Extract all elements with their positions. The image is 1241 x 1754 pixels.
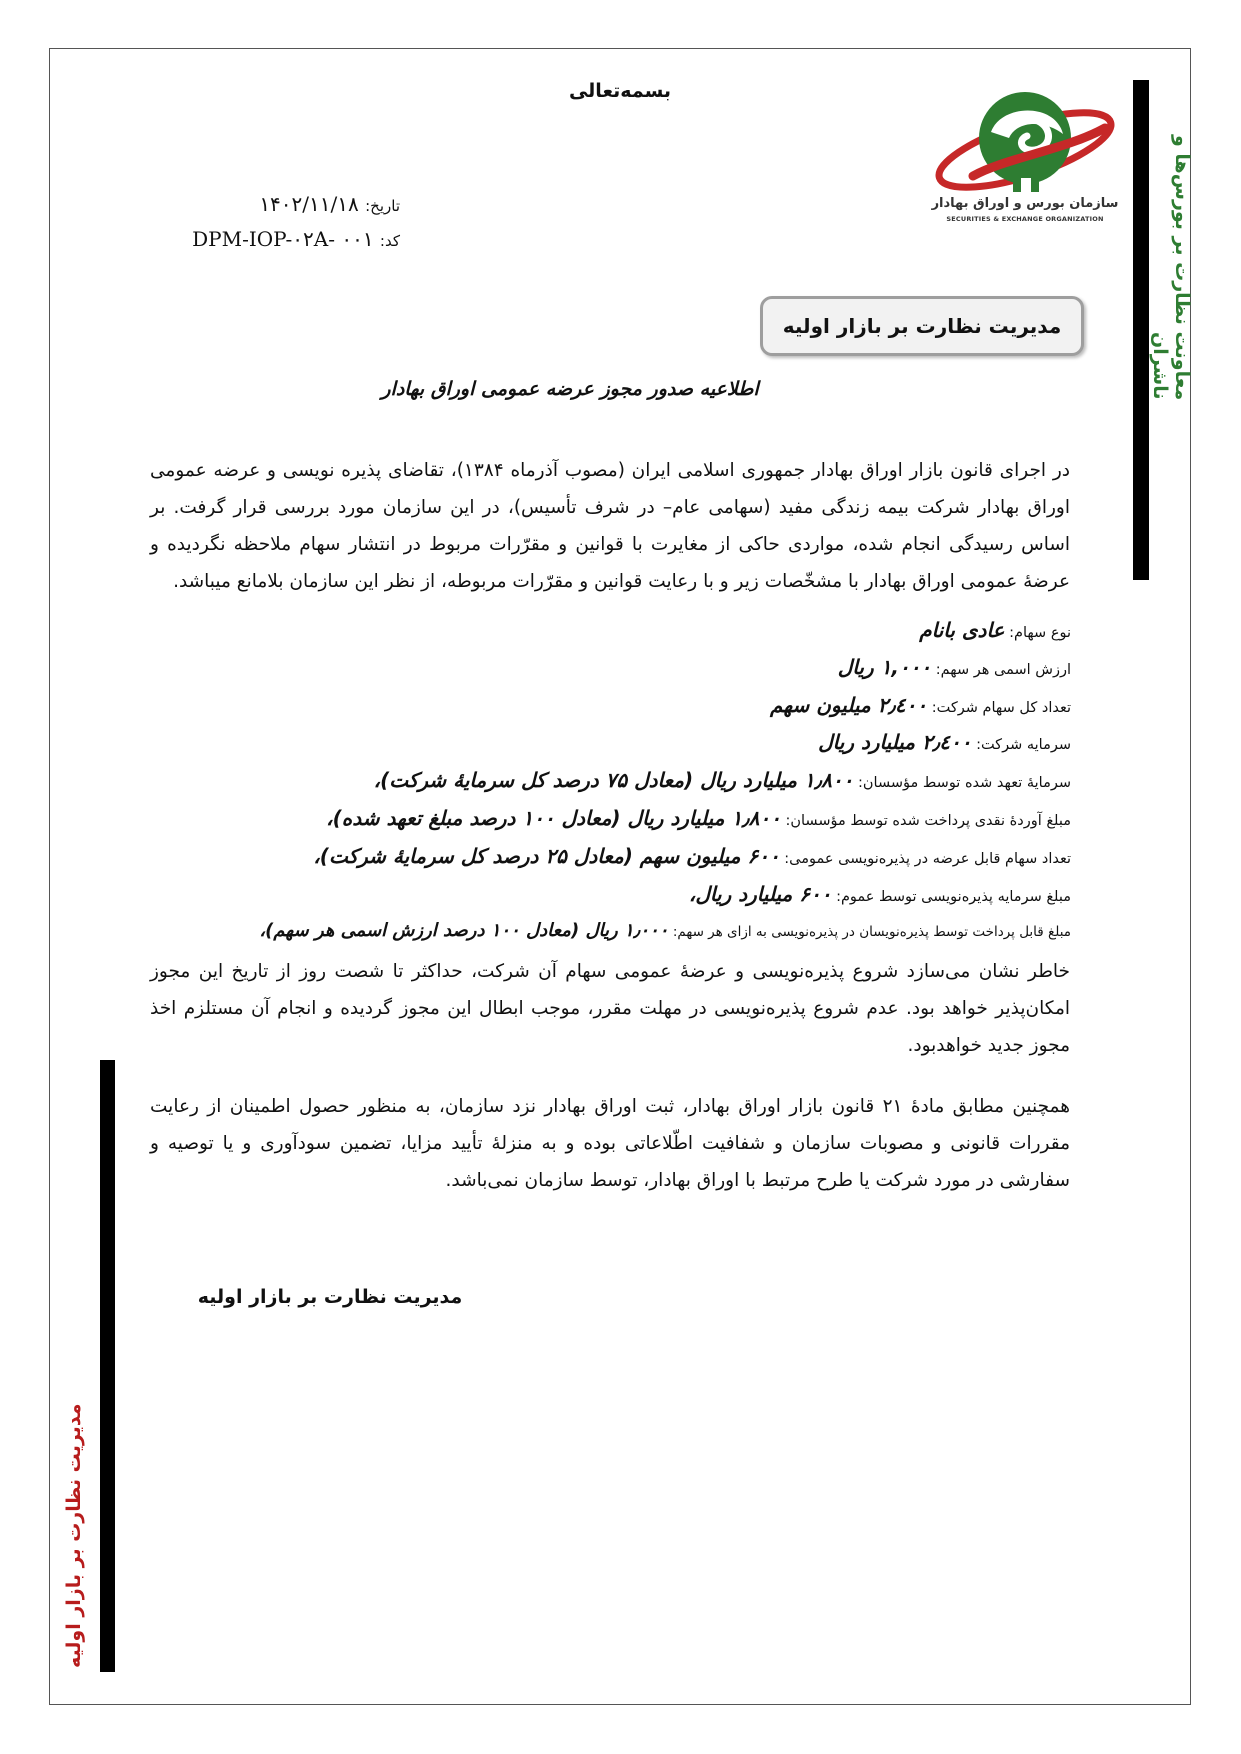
detail-label: مبلغ آوردهٔ نقدی پرداخت شده توسط مؤسسان: (785, 813, 1071, 829)
logo-subtitle: SECURITIES & EXCHANGE ORGANIZATION (946, 215, 1104, 223)
date-line (140, 192, 400, 216)
intro-paragraph: در اجرای قانون بازار اوراق بهادار جمهوری اسلامی ایران (مصوب آذرماه ۱۳۸۴)، تقاضای پذیره نویسی و عرضه عمومی اوراق بهادار شرکت بیمه زندگی مفید (سهامی عام– در شرف تأسیس)، در این سازمان مورد بررسی قرار گرفت. بر اساس رسیدگی انجام شده، مواردی حاکی از مغایرت با قوانین و مقرّرات مربوط در انتشار سهام ملاحظه نگردیده و عرضهٔ عمومی اوراق بهادار با مشخّصات زیر و با رعایت قوانین و مقرّرات مربوطه، از نظر این سازمان بلامانع میباشد. (150, 460, 1070, 592)
right-vertical-title: معاونت نظارت بر بورس‌ها و ناشران (1149, 134, 1193, 400)
subject-line: اطلاعیه صدور مجوز عرضه عمومی اوراق بهادار (381, 378, 759, 400)
code-label: کد: (379, 232, 400, 250)
date-value: ۱۴۰۲/۱۱/۱۸ (259, 192, 359, 216)
detail-label: مبلغ سرمایه پذیره‌نویسی توسط عموم: (836, 889, 1071, 905)
signature-block: مدیریت نظارت بر بازار اولیه (197, 1286, 463, 1308)
code-line (140, 227, 400, 251)
left-vertical-title: مدیریت نظارت بر بازار اولیه (63, 1403, 85, 1669)
detail-label: تعداد کل سهام شرکت: (931, 700, 1071, 716)
detail-label: سرمایهٔ تعهد شده توسط مؤسسان: (858, 775, 1071, 791)
detail-value: ۱,۰۰۰ ریال (837, 655, 932, 679)
detail-label: مبلغ قابل پرداخت توسط پذیره‌نویسان در پذیره‌نویسی به ازای هر سهم: (672, 924, 1071, 940)
detail-row (259, 920, 1071, 941)
detail-row (313, 844, 1071, 868)
detail-row (326, 806, 1071, 830)
detail-value: ۱٫۰۰۰ ریال (معادل ۱۰۰ درصد ارزش اسمی هر سهم)، (259, 920, 669, 941)
detail-label: ارزش اسمی هر سهم: (935, 662, 1071, 678)
detail-value: ۶۰۰ میلیون سهم (معادل ۲۵ درصد کل سرمایهٔ شرکت)، (313, 844, 780, 868)
disclaimer-paragraph: همچنین مطابق مادهٔ ۲۱ قانون بازار اوراق بهادار، ثبت اوراق بهادار نزد سازمان، به منظور حصول اطمینان از رعایت مقررات قانونی و مصوبات سازمان و شفافیت اطّلاعاتی بوده و به منزلهٔ تأیید مزایا، تضمین سودآوری و یا توصیه و سفارشی در مورد شرکت یا طرح مرتبط با اوراق بهادار، توسط سازمان نمی‌باشد. (150, 1096, 1070, 1191)
detail-value: عادی بانام (919, 618, 1005, 642)
detail-value: ۱٫۸۰۰ میلیارد ریال (معادل ۱۰۰ درصد مبلغ تعهد شده)، (326, 806, 781, 830)
department-box: مدیریت نظارت بر بازار اولیه (760, 296, 1084, 356)
detail-value: ۲٫٤۰۰ میلیارد ریال (818, 730, 972, 754)
detail-value: ۲٫٤۰۰ میلیون سهم (770, 693, 928, 717)
detail-row (770, 693, 1071, 717)
right-margin-bar (1133, 80, 1149, 580)
left-margin-bar (100, 1060, 115, 1672)
detail-label: تعداد سهام قابل عرضه در پذیره‌نویسی عمومی: (784, 851, 1071, 867)
code-value: DPM-IOP-۰۲A- ۰۰۱ (192, 227, 374, 251)
detail-label: سرمایه شرکت: (976, 737, 1071, 753)
validity-paragraph: خاطر نشان می‌سازد شروع پذیره‌نویسی و عرضهٔ عمومی سهام آن شرکت، حداکثر تا شصت روز از تاریخ این مجوز امکان‌پذیر خواهد بود. عدم شروع پذیره‌نویسی در مهلت مقرر، موجب ابطال این مجوز گردیده و انجام آن مستلزم اخذ مجوز جدید خواهدبود. (150, 961, 1070, 1056)
logo-name: سازمان بورس و اوراق بهادار (931, 196, 1119, 211)
detail-value: ۶۰۰ میلیارد ریال، (688, 882, 832, 906)
detail-row (838, 655, 1071, 679)
detail-row (818, 730, 1071, 754)
detail-label: نوع سهام: (1009, 625, 1071, 641)
date-label: تاریخ: (365, 197, 400, 215)
detail-row (919, 618, 1071, 642)
bismillah: بسمه‌تعالی (568, 80, 672, 102)
detail-row (374, 768, 1071, 792)
detail-value: ۱٫۸۰۰ میلیارد ریال (معادل ۷۵ درصد کل سرمایهٔ شرکت)، (373, 768, 854, 792)
detail-row (689, 882, 1071, 906)
